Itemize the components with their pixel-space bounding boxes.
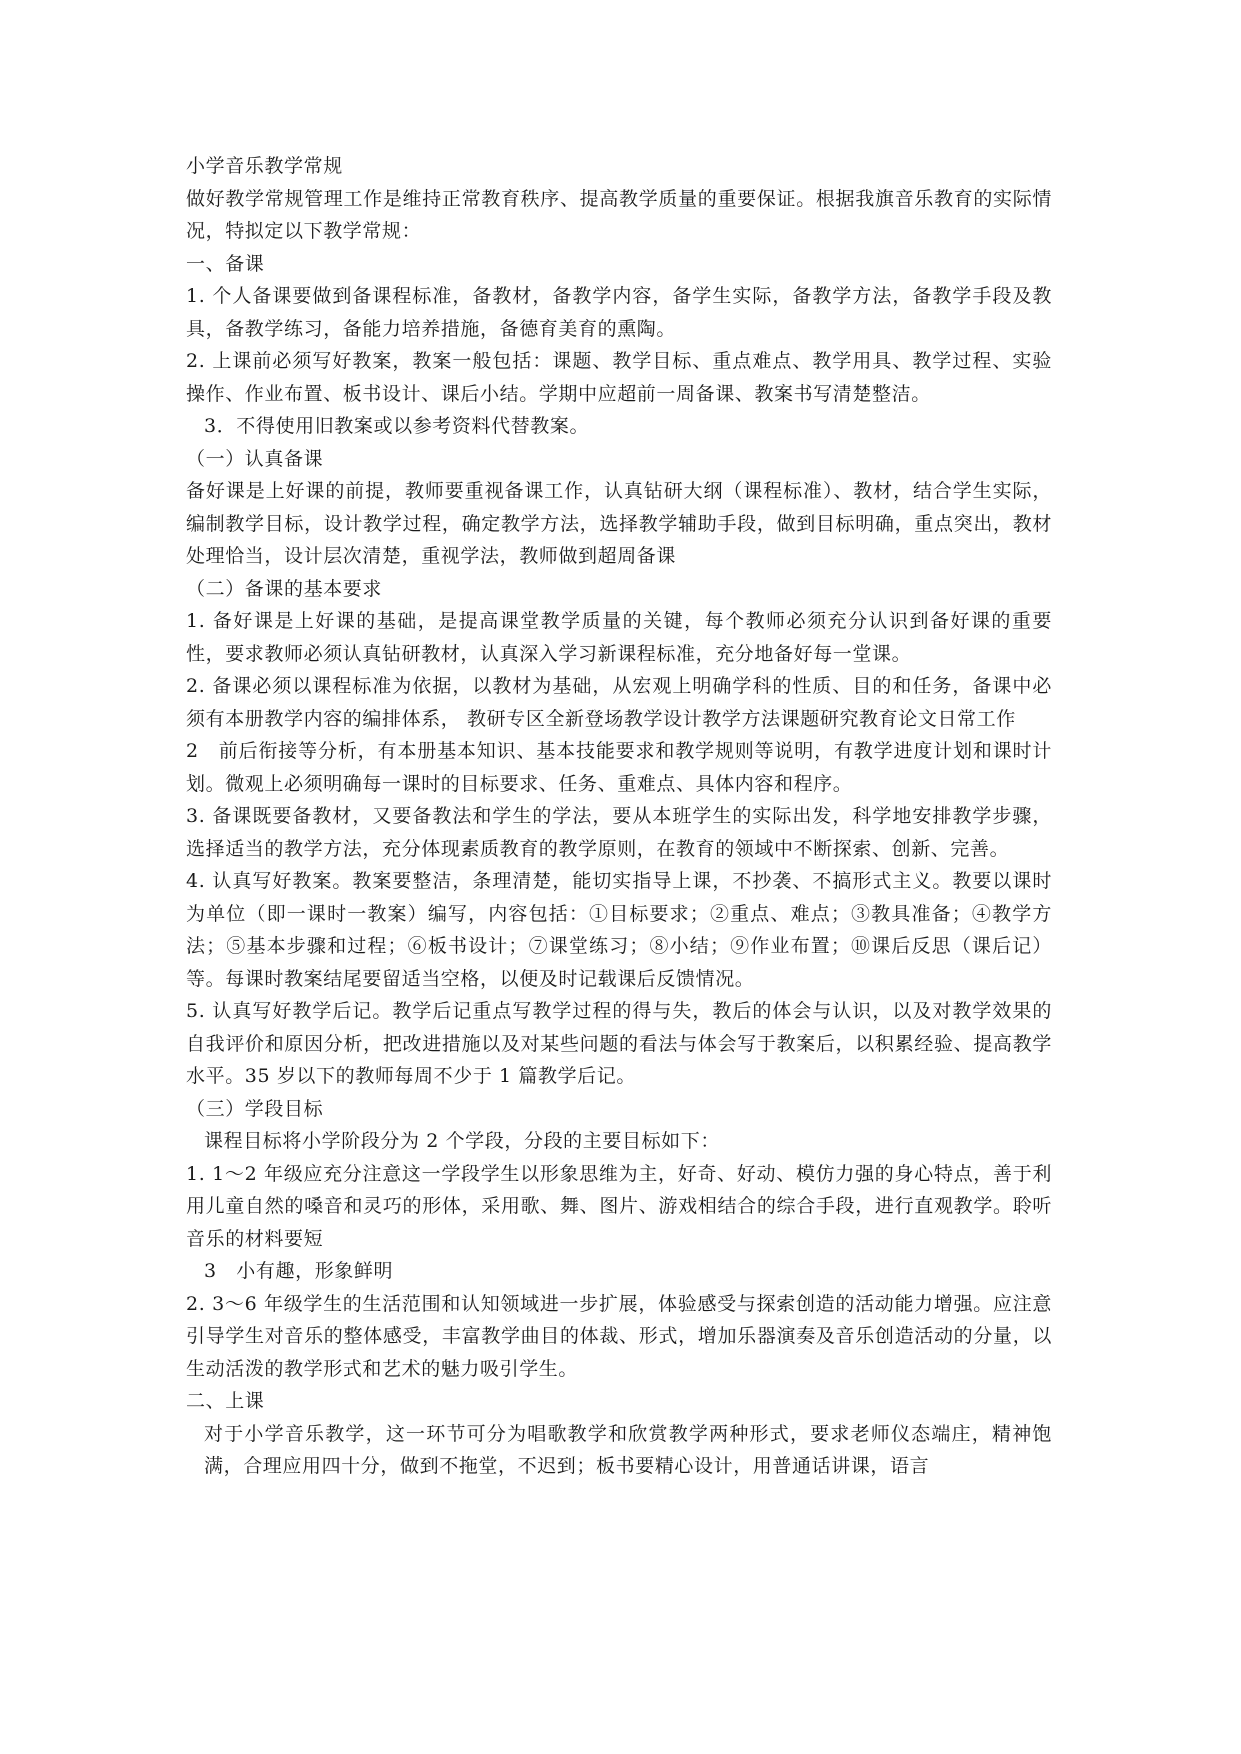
subsection-heading: （三）学段目标	[186, 1097, 324, 1120]
document-page	[186, 150, 1052, 1483]
subsection-heading: （二）备课的基本要求	[186, 577, 383, 600]
list-item: 2. 备课必须以课程标准为依据，以教材为基础，从宏观上明确学科的性质、目的和任务，备课中必须有本册教学内容的编排体系， 教研专区全新登场教学设计教学方法课题研究教育论文日常工作	[186, 675, 1052, 730]
document-title: 小学音乐教学常规	[186, 155, 343, 177]
list-item: 1. 备好课是上好课的基础，是提高课堂教学质量的关键，每个教师必须充分认识到备好课的重要性，要求教师必须认真钻研教材，认真深入学习新课程标准，充分地备好每一堂课。	[186, 610, 1052, 665]
list-item: 2. 3～6 年级学生的生活范围和认知领域进一步扩展，体验感受与探索创造的活动能力增强。应注意引导学生对音乐的整体感受，丰富教学曲目的体裁、形式，增加乐器演奏及音乐创造活动的分量，以生动活泼的教学形式和艺术的魅力吸引学生。	[186, 1292, 1052, 1380]
body-paragraph: 对于小学音乐教学，这一环节可分为唱歌教学和欣赏教学两种形式，要求老师仪态端庄，精神饱满，合理应用四十分，做到不拖堂，不迟到；板书要精心设计，用普通话讲课，语言	[204, 1422, 1052, 1477]
body-paragraph: 课程目标将小学阶段分为 2 个学段，分段的主要目标如下：	[204, 1130, 720, 1152]
list-item: 2. 上课前必须写好教案，教案一般包括：课题、教学目标、重点难点、教学用具、教学过程、实验操作、作业布置、板书设计、课后小结。学期中应超前一周备课、教案书写清楚整洁。	[186, 350, 1052, 405]
section-heading-preparation: 一、备课	[186, 252, 265, 275]
list-item: 1. 1～2 年级应充分注意这一学段学生以形象思维为主，好奇、好动、模仿力强的身心特点，善于利用儿童自然的嗓音和灵巧的形体，采用歌、舞、图片、游戏相结合的综合手段，进行直观教学。聆听音乐的材料要短	[186, 1162, 1052, 1250]
list-item: 4. 认真写好教案。教案要整洁，条理清楚，能切实指导上课，不抄袭、不搞形式主义。教要以课时为单位（即一课时一教案）编写，内容包括：①目标要求；②重点、难点；③教具准备；④教学方法；⑤基本步骤和过程；⑥板书设计；⑦课堂练习；⑧小结；⑨作业布置；⑩课后反思（课后记）等。每课时教案结尾要留适当空格，以便及时记载课后反馈情况。	[186, 870, 1052, 990]
subsection-heading: （一）认真备课	[186, 447, 324, 470]
list-item: 1. 个人备课要做到备课程标准，备教材，备教学内容，备学生实际，备教学方法，备教学手段及教具，备教学练习，备能力培养措施，备德育美育的熏陶。	[186, 285, 1052, 340]
list-item: 5. 认真写好教学后记。教学后记重点写教学过程的得与失，教后的体会与认识，以及对教学效果的自我评价和原因分析，把改进措施以及对某些问题的看法与体会写于教案后，以积累经验、提高教学水平。35 岁以下的教师每周不少于 1 篇教学后记。	[186, 1000, 1052, 1087]
list-item: 3．不得使用旧教案或以参考资料代替教案。	[204, 415, 590, 437]
body-paragraph: 3 小有趣，形象鲜明	[204, 1260, 394, 1282]
list-item: 2 前后衔接等分析，有本册基本知识、基本技能要求和教学规则等说明，有教学进度计划和课时计划。微观上必须明确每一课时的目标要求、任务、重难点、具体内容和程序。	[186, 740, 1052, 795]
section-heading-class: 二、上课	[186, 1390, 265, 1412]
list-item: 3. 备课既要备教材，又要备教法和学生的学法，要从本班学生的实际出发，科学地安排教学步骤，选择适当的教学方法，充分体现素质教育的教学原则，在教育的领域中不断探索、创新、完善。	[186, 805, 1052, 860]
body-paragraph: 备好课是上好课的前提，教师要重视备课工作，认真钻研大纲（课程标准）、教材，结合学生实际，编制教学目标，设计教学过程，确定教学方法，选择教学辅助手段，做到目标明确，重点突出，教材处理恰当，设计层次清楚，重视学法，教师做到超周备课	[186, 480, 1052, 567]
intro-paragraph: 做好教学常规管理工作是维持正常教育秩序、提高教学质量的重要保证。根据我旗音乐教育的实际情况，特拟定以下教学常规：	[186, 187, 1052, 242]
